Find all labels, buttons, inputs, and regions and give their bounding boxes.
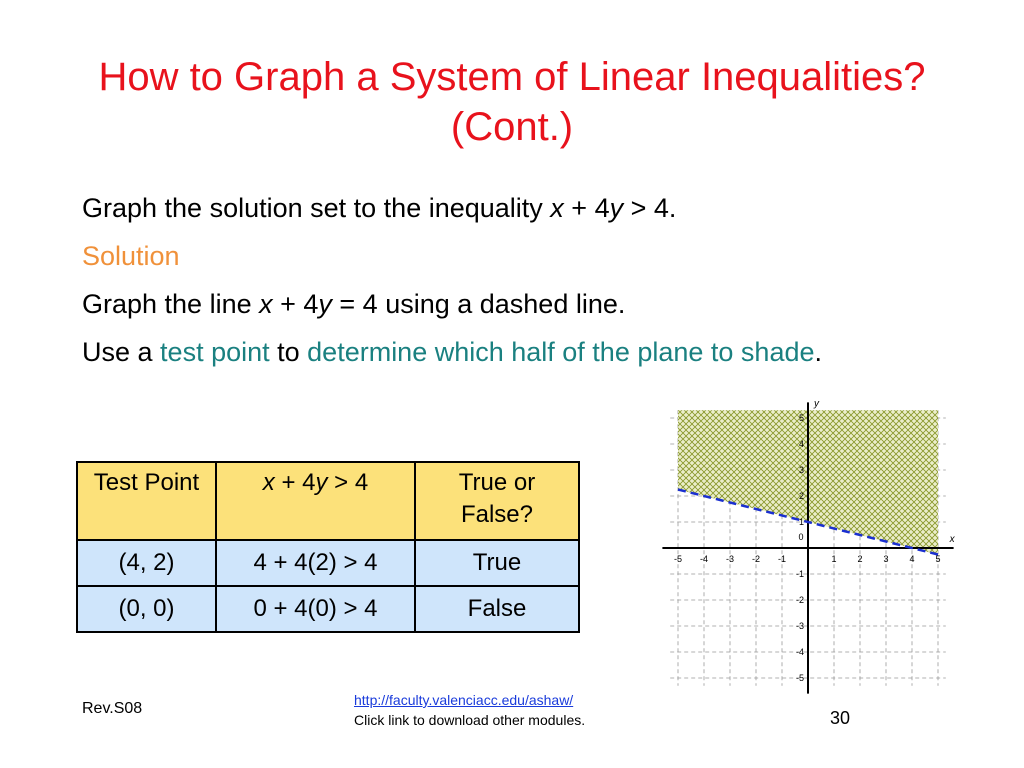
y-tick-label: -4 <box>795 647 804 657</box>
step-text-end: = 4 using a dashed line. <box>331 289 626 319</box>
determine-term: determine which half of the plane to shade <box>307 337 815 367</box>
x-tick-label: 1 <box>831 554 837 564</box>
slide-body <box>82 188 932 380</box>
y-tick-label: -1 <box>795 569 804 579</box>
problem-text: Graph the solution set to the inequality <box>82 193 551 223</box>
cell-result: False <box>415 586 579 632</box>
y-tick-label: 1 <box>798 517 804 527</box>
x-tick-label: -1 <box>777 554 787 564</box>
x-tick-label: 5 <box>935 554 941 564</box>
revision-label: Rev.S08 <box>82 700 143 717</box>
cell-calc: 4 + 4(2) > 4 <box>216 540 415 586</box>
header-true-false: True or False? <box>415 462 579 540</box>
download-note: Click link to download other modules. <box>354 712 586 728</box>
problem-text-end: > 4. <box>623 193 677 223</box>
y-tick-label: -5 <box>795 673 804 683</box>
step-text-end: . <box>814 337 823 367</box>
var-y: y <box>318 289 332 319</box>
var-x: x <box>550 193 564 223</box>
step-graph-line <box>82 284 932 324</box>
header-mid: + 4 <box>274 469 316 496</box>
header-inequality <box>216 462 415 540</box>
y-tick-label: 4 <box>798 439 804 449</box>
cell-result: True <box>415 540 579 586</box>
table-row <box>77 540 579 586</box>
x-tick-label: -4 <box>699 554 709 564</box>
cell-calc: 0 + 4(0) > 4 <box>216 586 415 632</box>
x-tick-label: 0 <box>798 532 804 542</box>
modules-link[interactable]: http://faculty.valenciacc.edu/ashaw/ <box>354 692 574 708</box>
y-tick-label: 2 <box>798 491 804 501</box>
step-text: Graph the line <box>82 289 260 319</box>
problem-text-mid: + 4 <box>563 193 610 223</box>
step-text: Use a <box>82 337 161 367</box>
cell-point: (4, 2) <box>77 540 216 586</box>
cell-point: (0, 0) <box>77 586 216 632</box>
x-tick-label: -5 <box>673 554 683 564</box>
header-var-x: x <box>262 469 275 496</box>
test-point-term: test point <box>160 337 270 367</box>
header-post: > 4 <box>327 469 369 496</box>
table-header-row <box>77 462 579 540</box>
x-axis-label: x <box>949 534 955 545</box>
y-axis-label: y <box>814 400 819 410</box>
solution-label: Solution <box>82 241 180 271</box>
x-tick-label: 2 <box>857 554 863 564</box>
header-var-y: y <box>315 469 328 496</box>
x-tick-label: 3 <box>883 554 889 564</box>
problem-statement <box>82 188 932 228</box>
var-y: y <box>609 193 624 223</box>
step-text-mid: + 4 <box>272 289 319 319</box>
y-tick-label: 5 <box>798 413 804 423</box>
x-tick-label: -2 <box>751 554 761 564</box>
test-point-table <box>76 461 580 633</box>
slide-title: How to Graph a System of Linear Inequalities? (Cont.) <box>98 55 926 149</box>
table-row <box>77 586 579 632</box>
step-text-mid: to <box>269 337 308 367</box>
x-tick-label: 4 <box>909 554 915 564</box>
coordinate-graph <box>662 400 962 700</box>
page-number: 30 <box>830 708 851 728</box>
var-x: x <box>259 289 273 319</box>
header-test-point: Test Point <box>77 462 216 540</box>
y-tick-label: -2 <box>795 595 804 605</box>
y-tick-label: 3 <box>798 465 804 475</box>
y-tick-label: -3 <box>795 621 804 631</box>
step-test-point <box>82 332 932 372</box>
x-tick-label: -3 <box>725 554 735 564</box>
